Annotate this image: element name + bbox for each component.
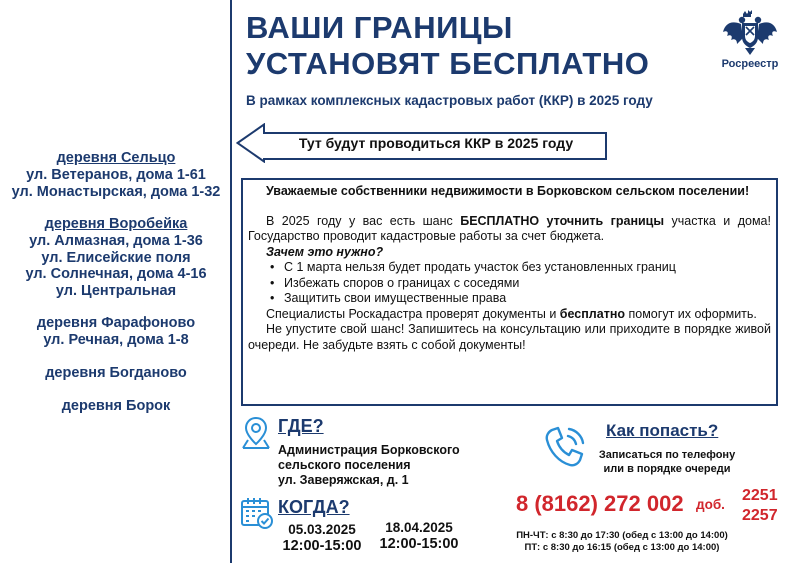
village-street: ул. Центральная [55,282,177,299]
village-street: ул. Елисейские поля [41,249,191,266]
village-name: деревня Борок [61,397,171,414]
list-item: • С 1 марта нельзя будет продать участок без установленных границ [270,260,771,276]
rosreestr-logo [712,10,788,70]
location-pin-icon [240,416,272,455]
page-subtitle: В рамках комплексных кадастровых работ (ККР) в 2025 году [246,93,653,108]
time-value: 12:00-15:00 [379,536,459,552]
phone-number[interactable]: 8 (8162) 272 002 [516,491,684,516]
why-heading: Зачем это нужно? [266,244,384,259]
banner-text: Тут будут проводиться ККР в 2025 году [298,135,574,151]
village-selco [0,150,232,200]
when-title: КОГДА? [278,497,350,517]
time-value: 12:00-15:00 [282,538,362,554]
village-street: ул. Речная, дома 1-8 [43,332,189,348]
logo-text: Росреестр [721,58,779,70]
how-to-get-text: Записаться по телефону или в порядке очереди [598,449,736,475]
village-street: ул. Алмазная, дома 1-36 [29,233,203,249]
village-farafonovo [0,315,232,349]
extension-numbers: 2251 2257 [742,487,778,524]
where-title: ГДЕ? [278,416,324,436]
village-name: деревня Богданово [45,364,187,381]
closing-text: Не упустите свой шанс! Запишитесь на консультацию или приходите в порядке живой очереди. Не забудьте взять с собой документы! [248,322,771,352]
village-street: ул. Монастырская, дома 1-32 [11,183,221,200]
title-line: УСТАНОВЯТ БЕСПЛАТНО [246,46,650,81]
greeting-text: Уважаемые собственники недвижимости в Борковском сельском поселении! [266,184,750,198]
village-name: деревня Фарафоново [36,315,196,331]
date-value: 05.03.2025 [288,522,356,537]
working-hours: ПН-ЧТ: с 8:30 до 17:30 (обед с 13:00 до 14:00) ПТ: с 8:30 до 16:15 (обед с 13:00 до 14:00) [516,530,728,553]
list-item: • Защитить свои имущественные права [270,291,771,307]
village-name: деревня Сельцо [56,150,176,166]
date-block [278,522,366,555]
specialists-text: Специалисты Роскадастра проверят документы и бесплатно помогут их оформить. [266,306,757,321]
village-vorobeika [0,216,232,299]
eagle-emblem-icon [721,10,779,56]
info-box [241,178,778,406]
village-street: ул. Ветеранов, дома 1-61 [26,167,206,183]
date-value: 18.04.2025 [385,520,453,535]
chance-text: В 2025 году у вас есть шанс БЕСПЛАТНО уточнить границы участка и дома! Государство проводит кадастровые работы за счет бюджета. [248,213,771,243]
date-block [374,520,464,553]
village-name: деревня Воробейка [44,216,188,232]
village-borok [0,398,232,415]
where-address: Администрация Борковского сельского поселения ул. Заверяжская, д. 1 [278,443,460,487]
extension-label: доб. [696,497,725,512]
arrow-banner [236,123,608,163]
page-title [246,10,649,82]
column-divider [230,0,232,563]
village-bogdanovo [0,365,232,382]
calendar-check-icon [240,496,274,535]
title-line: ВАШИ ГРАНИЦЫ [246,10,513,45]
benefits-list [248,260,771,307]
list-item: • Избежать споров о границах с соседями [270,276,771,292]
how-to-get-title: Как попасть? [606,421,719,440]
villages-list [0,150,232,431]
village-street: ул. Солнечная, дома 4-16 [25,266,207,282]
phone-icon [542,424,588,477]
